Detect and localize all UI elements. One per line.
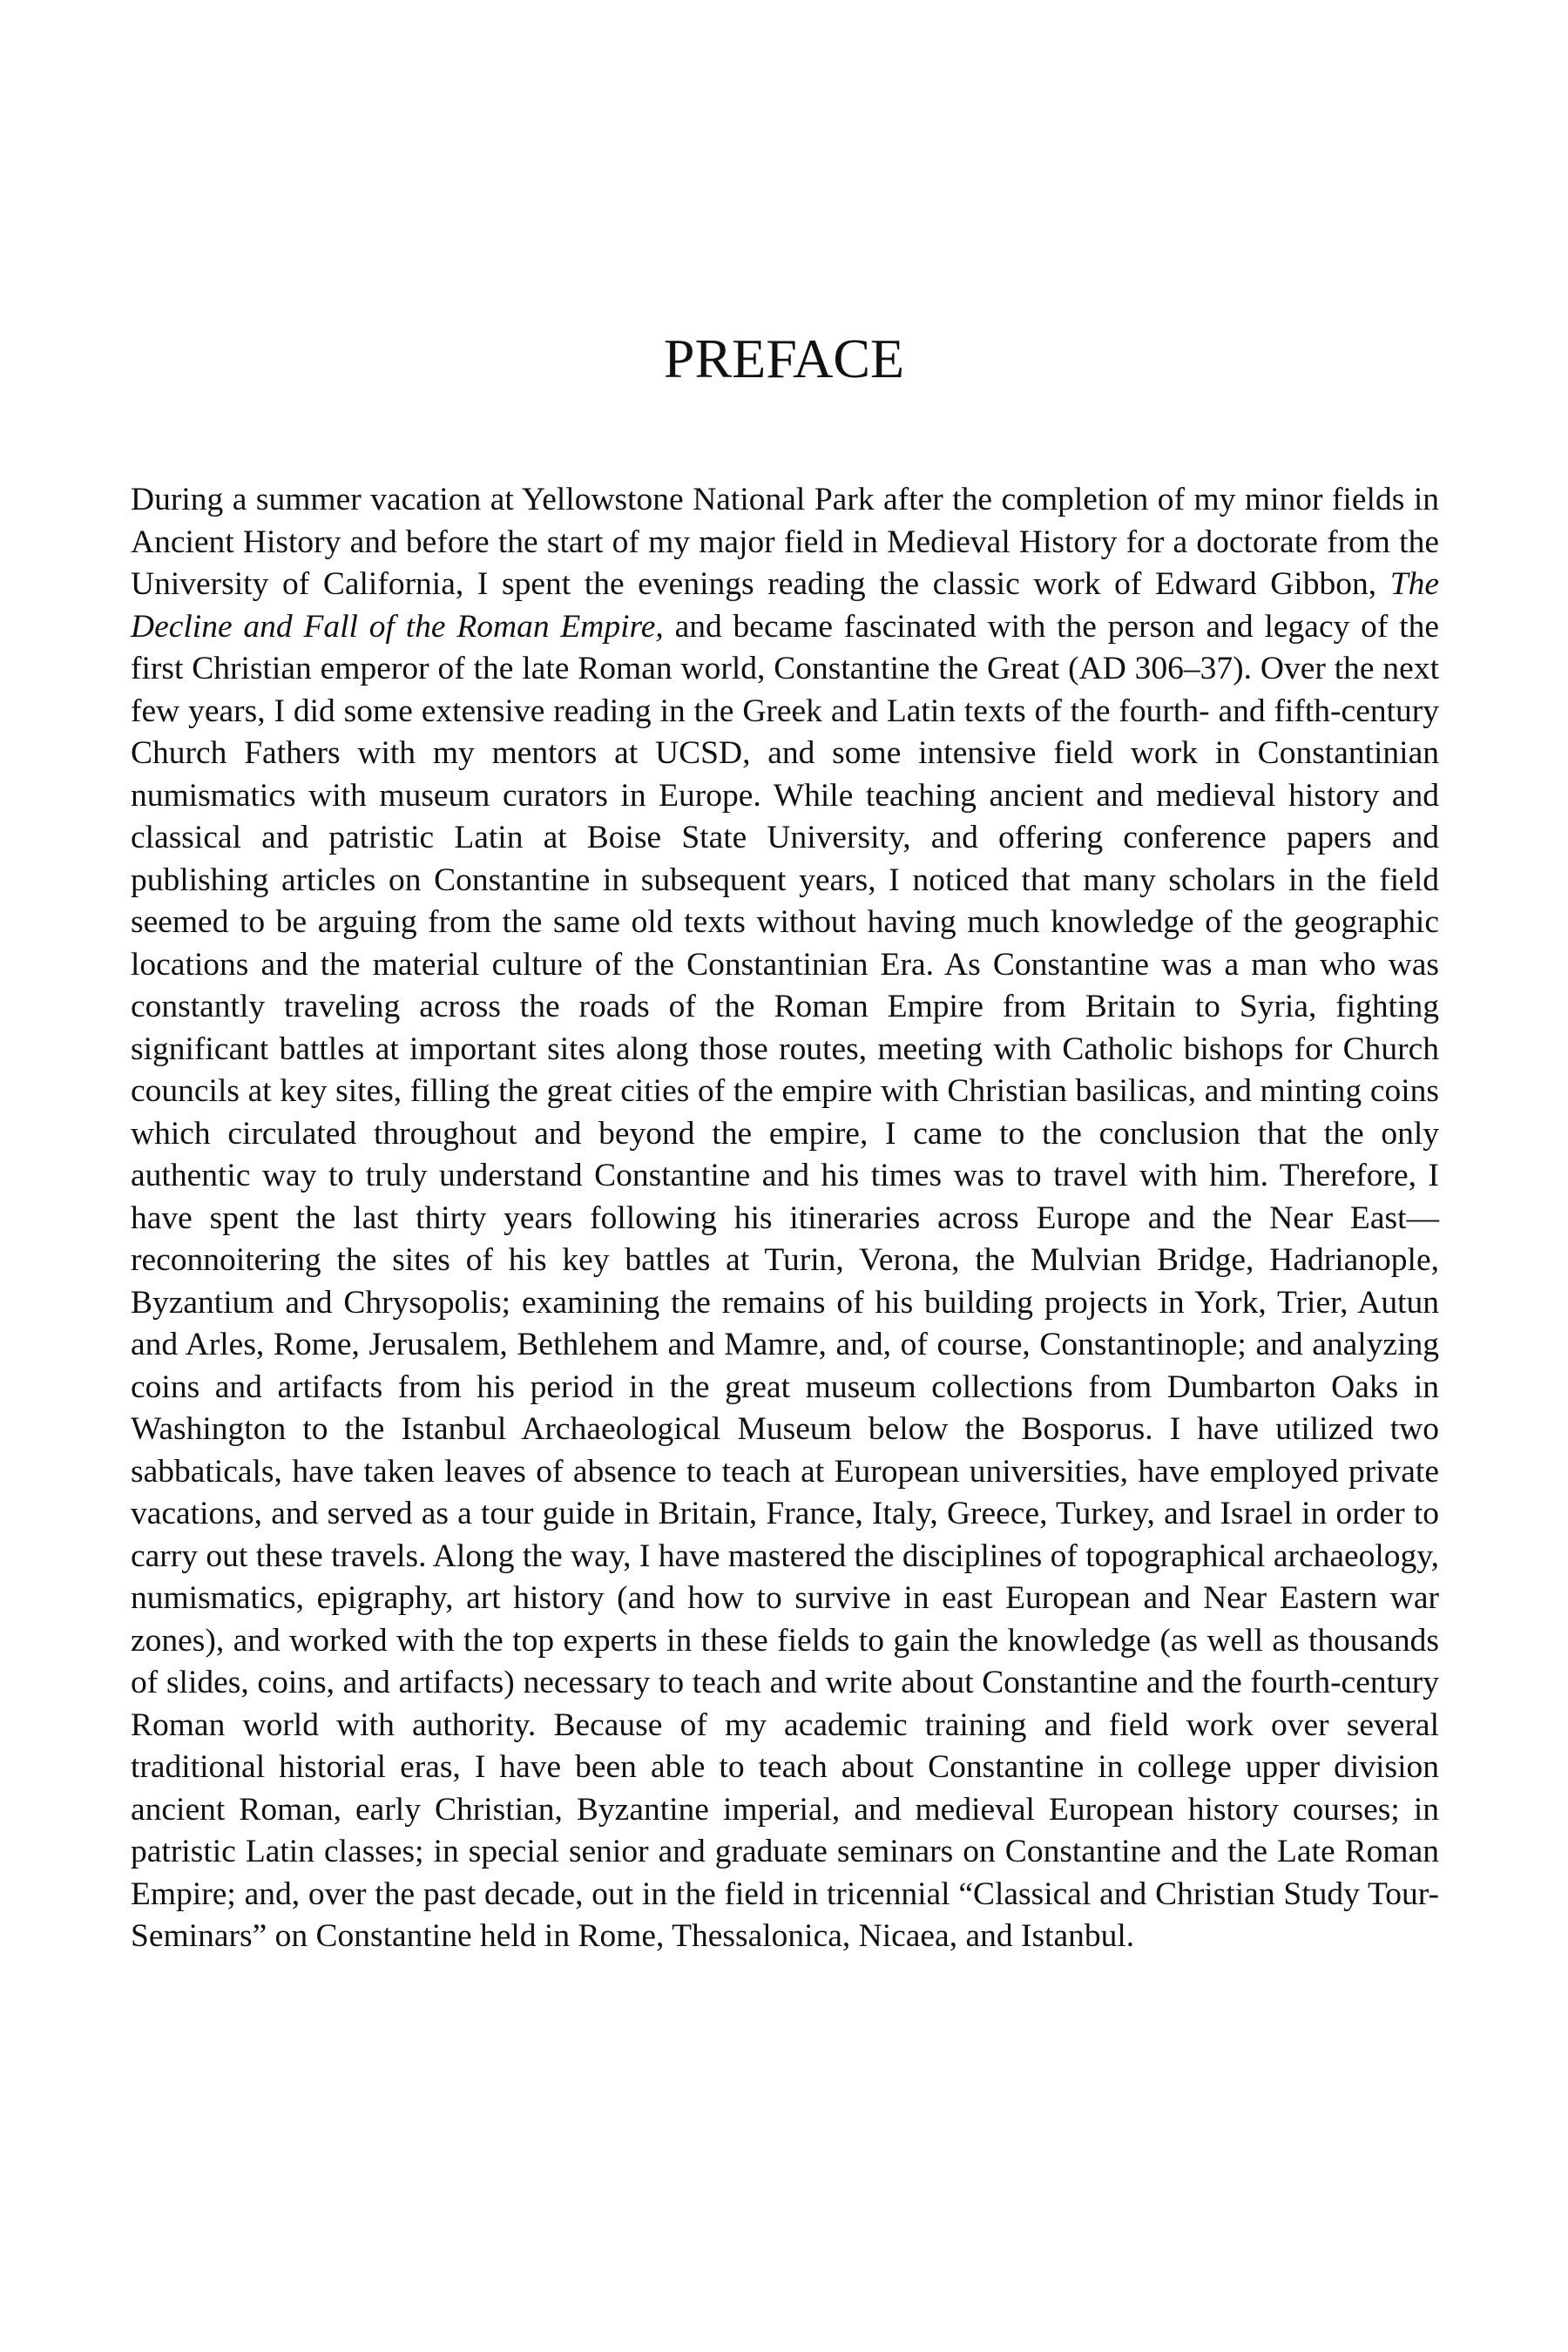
page-title: PREFACE	[663, 328, 905, 389]
paragraph-text-start: During a summer vacation at Yellowstone National Park after the completion of my minor fields in Ancient History and before the start of my major field in Medieval History for a doctorate from the University of California, I spent the evenings reading the classic work of Edward Gibbon,	[131, 482, 1439, 602]
preface-paragraph	[131, 479, 1439, 1958]
book-title-italic: The Decline and Fall of the Roman Empire,	[131, 566, 1439, 645]
paragraph-text-rest: and became fascinated with the person and legacy of the first Christian emperor of the late Roman world, Constantine the Great (AD 306–37). Over the next few years, I did some extensive reading in the Greek and Latin texts of the fourth- and fifth-century Church Fathers with my mentors at UCSD, and some intensive field work in Constantinian numismatics with museum curators in Europe. While teaching ancient and medieval history and classical and patristic Latin at Boise State University, and offering conference papers and publishing articles on Constantine in subsequent years, I noticed that many scholars in the field seemed to be arguing from the same old texts without having much knowledge of the geographic locations and the material culture of the Constantinian Era. As Constantine was a man who was constantly traveling across the roads of the Roman Empire from Britain to Syria, fighting significant battles at important sites along those routes, meeting with Catholic bishops for Church councils at key sites, filling the great cities of the empire with Christian basilicas, and minting coins which circulated throughout and beyond the empire, I came to the conclusion that the only authentic way to truly understand Constantine and his times was to travel with him. Therefore, I have spent the last thirty years following his itineraries across Europe and the Near East—reconnoitering the sites of his key battles at Turin, Verona, the Mulvian Bridge, Hadrianople, Byzantium and Chrysopolis; examining the remains of his building projects in York, Trier, Autun and Arles, Rome, Jerusalem, Bethlehem and Mamre, and, of course, Constantinople; and analyzing coins and artifacts from his period in the great museum collections from Dumbarton Oaks in Washington to the Istanbul Archaeological Museum below the Bosporus. I have utilized two sabbaticals, have taken leaves of absence to teach at European universities, have employed private vacations, and served as a tour guide in Britain, France, Italy, Greece, Turkey, and Israel in order to carry out these travels. Along the way, I have mastered the disciplines of topographical archaeology, numismatics, epigraphy, art history (and how to survive in east European and Near Eastern war zones), and worked with the top experts in these fields to gain the knowledge (as well as thousands of slides, coins, and artifacts) necessary to teach and write about Constantine and the fourth-century Roman world with authority. Because of my academic training and field work over several traditional historial eras, I have been able to teach about Constantine in college upper division ancient Roman, early Christian, Byzantine imperial, and medieval European history courses; in patristic Latin classes; in special senior and graduate seminars on Constantine and the Late Roman Empire; and, over the past decade, out in the field in tricennial “Classical and Christian Study Tour-Seminars” on Constantine held in Rome, Thessalonica, Nicaea, and Istanbul.	[131, 608, 1440, 1954]
